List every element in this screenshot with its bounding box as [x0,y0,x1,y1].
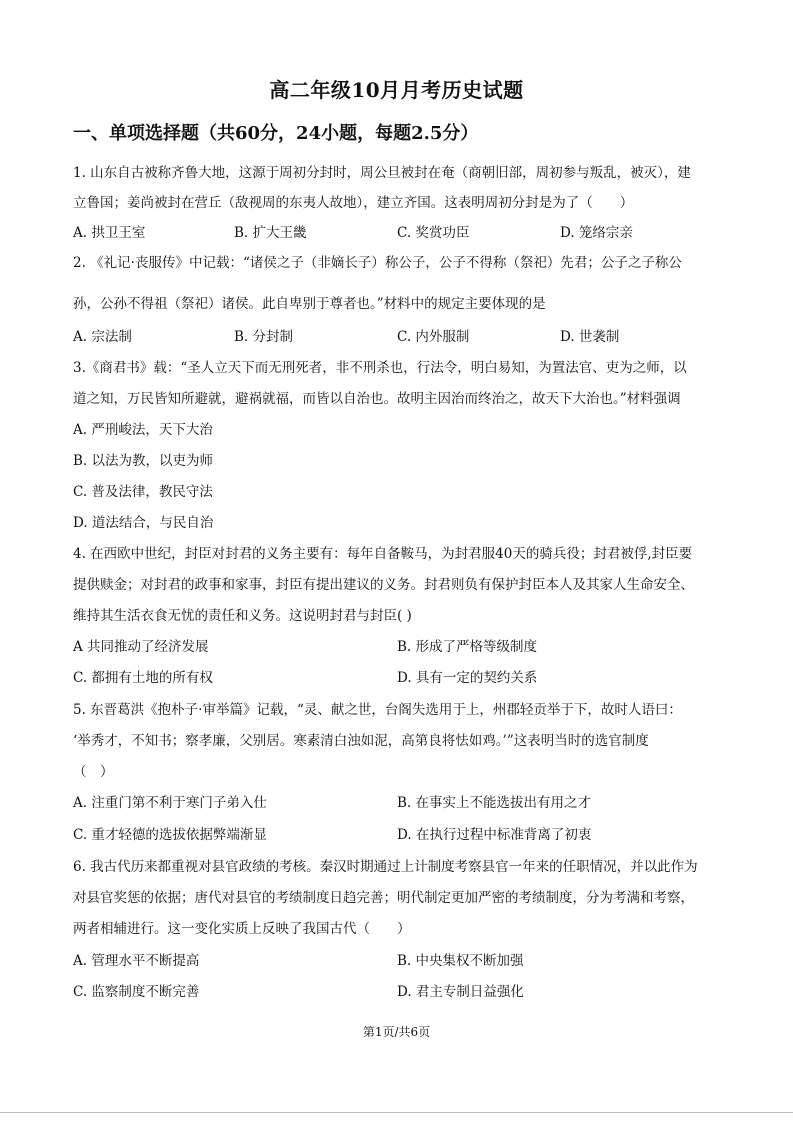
question-3-option-a: A. 严刑峻法，天下大治 [73,422,213,438]
question-1-option-b: B. 扩大王畿 [234,225,307,241]
question-1-option-a: A. 拱卫王室 [73,225,146,241]
question-6-line-1: 6. 我古代历来都重视对县官政绩的考核。秦汉时期通过上计制度考察县官一年来的任职情况，并以此作为 [73,859,698,875]
question-3-line-2: 道之知，万民皆知所避就，避祸就福，而皆以自治也。故明主因治而终治之，故天下大治也。”材料强调 [73,391,681,407]
question-5-line-1: 5. 东晋葛洪《抱朴子·审举篇》记载，“灵、献之世，台阁失选用于上，州郡轻贡举于下，故时人语曰： [73,702,682,718]
question-4-option-c: C. 都拥有土地的所有权 [73,670,213,686]
question-4-option-a: A 共同推动了经济发展 [73,639,209,655]
question-3-option-b: B. 以法为教，以吏为师 [73,453,214,469]
question-1-option-d: D. 笼络宗亲 [560,225,633,241]
question-5-line-3: （ ） [73,764,114,780]
question-6-option-c: C. 监察制度不断完善 [73,984,200,1000]
question-6-line-3: 两者相辅进行。这一变化实质上反映了我国古代（ ） [73,921,411,937]
question-2-option-b: B. 分封制 [234,329,294,345]
page-title: 高二年级10月月考历史试题 [269,78,524,102]
question-4-line-1: 4. 在西欧中世纪，封臣对封君的义务主要有：每年自备鞍马，为封君服40天的骑兵役；封君被俘,封臣要 [73,546,693,562]
section-heading: 一、单项选择题（共60分，24小题，每题2.5分） [73,123,479,144]
question-3-option-c: C. 普及法律，教民守法 [73,484,213,500]
question-4-option-b: B. 形成了严格等级制度 [397,639,538,655]
question-2-option-d: D. 世袭制 [560,329,620,345]
question-6-option-a: A. 管理水平不断提高 [73,953,200,969]
question-6-option-d: D. 君主专制日益强化 [397,984,524,1000]
page-bottom-divider [0,1112,793,1113]
question-1-line-2: 立鲁国；姜尚被封在营丘（敌视周的东夷人故地），建立齐国。这表明周初分封是为了（ ） [73,195,634,211]
question-6-line-2: 对县官奖惩的依据；唐代对县官的考绩制度日趋完善；明代制定更加严密的考绩制度，分为考满和考察， [73,890,694,906]
question-5-line-2: ‘举秀才，不知书；察孝廉，父别居。寒素清白浊如泥，高第良将怯如鸡。’”这表明当时的选官制度 [73,733,649,749]
question-1-option-c: C. 奖赏功臣 [397,225,470,241]
question-5-option-d: D. 在执行过程中标准背离了初衷 [397,827,592,843]
question-5-option-c: C. 重才轻德的选拔依据弊端渐显 [73,827,267,843]
question-2-option-c: C. 内外服制 [397,329,470,345]
question-2-line-2: 孙，公孙不得祖（祭祀）诸侯。此自卑别于尊者也。”材料中的规定主要体现的是 [73,296,546,312]
question-3-line-1: 3.《商君书》载：“圣人立天下而无刑死者，非不刑杀也，行法令，明白易知，为置法官、吏为之师，以 [73,360,687,376]
question-5-option-b: B. 在事实上不能选拔出有用之才 [397,795,592,811]
question-2-option-a: A. 宗法制 [73,329,132,345]
question-4-line-2: 提供赎金；对封君的政事和家事，封臣有提出建议的义务。封君则负有保护封臣本人及其家人生命安全、 [73,577,694,593]
question-4-line-3: 维持其生活衣食无忧的责任和义务。这说明封君与封臣( ) [73,608,412,624]
question-4-option-d: D. 具有一定的契约关系 [397,670,538,686]
question-1-line-1: 1. 山东自古被称齐鲁大地，这源于周初分封时，周公旦被封在奄（商朝旧部，周初参与叛乱，被灭），建 [73,165,691,181]
page-number: 第1页/共6页 [362,1025,431,1039]
question-2-line-1: 2. 《礼记·丧服传》中记载：“诸侯之子（非嫡长子）称公子，公子不得称（祭祀）先君；公子之子称公 [73,255,682,271]
question-3-option-d: D. 道法结合，与民自治 [73,515,214,531]
question-5-option-a: A. 注重门第不利于寒门子弟入仕 [73,795,267,811]
question-6-option-b: B. 中央集权不断加强 [397,953,524,969]
